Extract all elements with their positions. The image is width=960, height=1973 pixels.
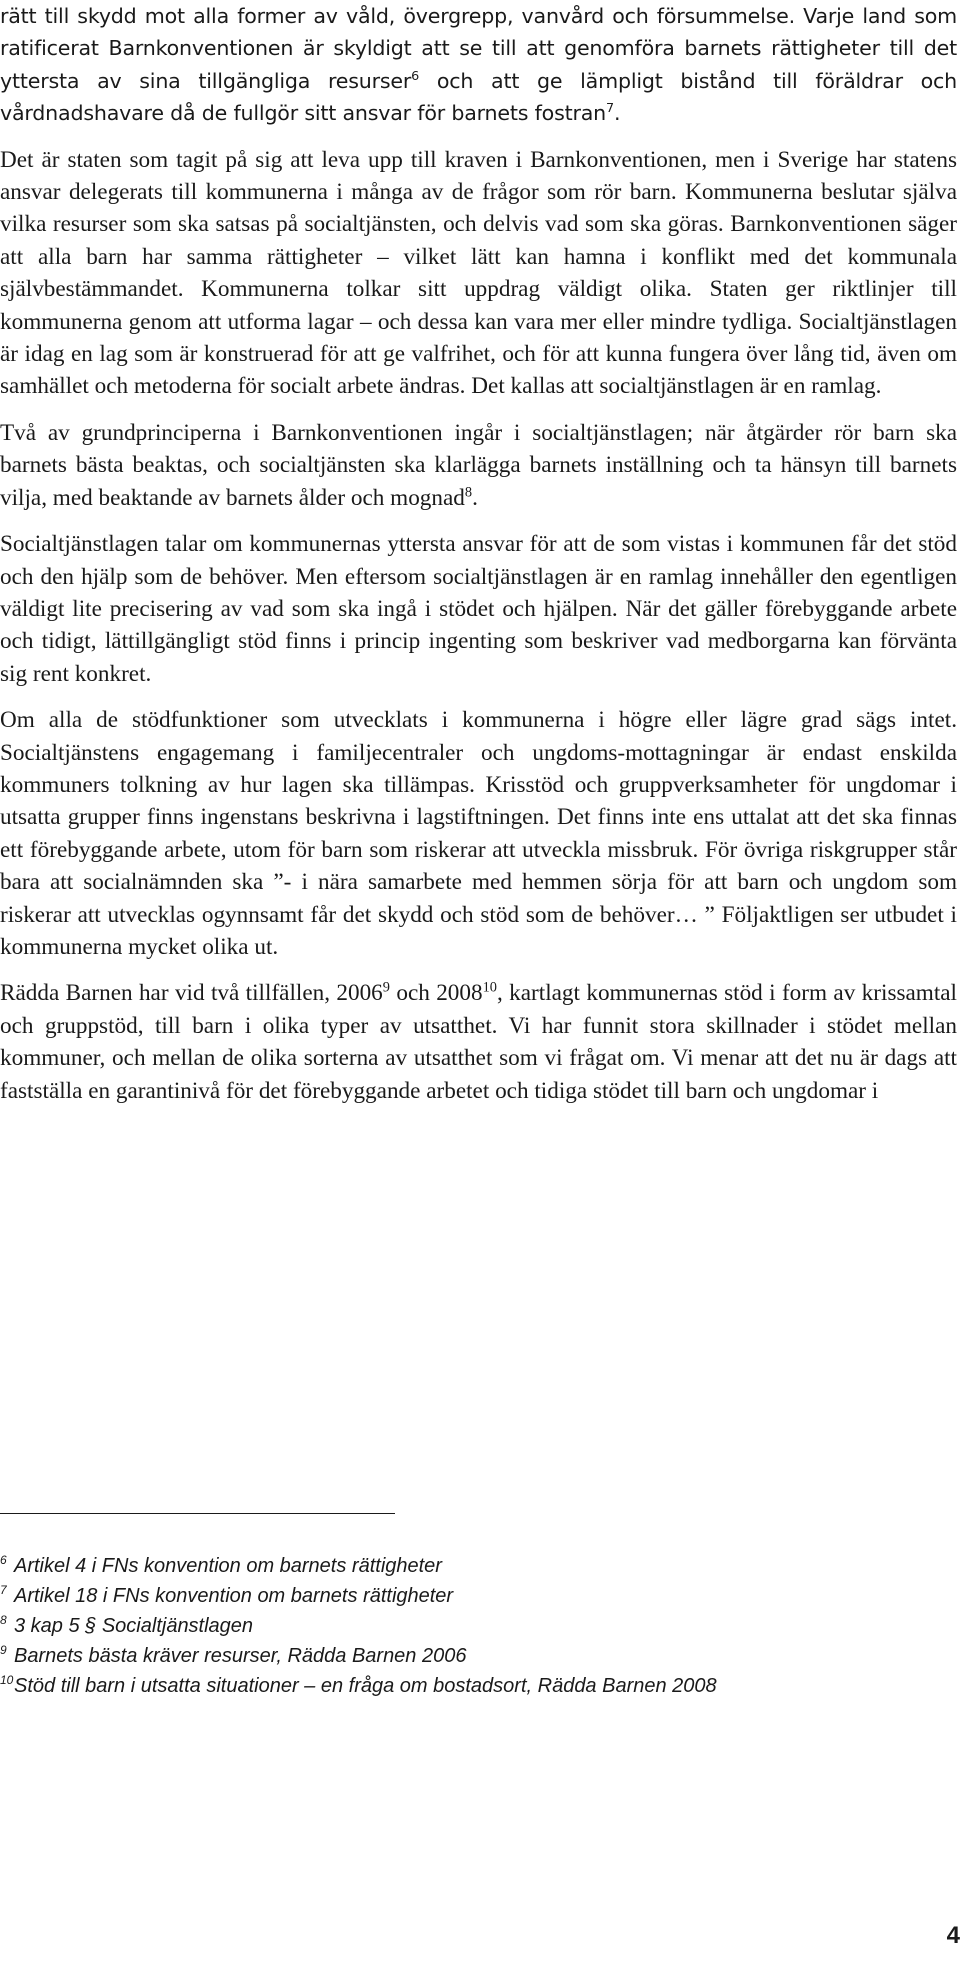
text-segment: .: [472, 484, 478, 511]
footnotes: [0, 1551, 940, 1701]
footnote-text: 3 kap 5 § Socialtjänstlagen: [14, 1615, 254, 1637]
footnote-text: Artikel 4 i FNs konvention om barnets rättigheter: [14, 1555, 442, 1577]
text-segment: och 2008: [389, 980, 483, 1007]
paragraph: [0, 528, 957, 690]
paragraph: [0, 704, 957, 963]
page-number: 4: [946, 1922, 960, 1949]
footnote-text: Artikel 18 i FNs konvention om barnets rättigheter: [14, 1585, 454, 1607]
footnote: 6 Artikel 4 i FNs konvention om barnets rättigheter: [0, 1553, 442, 1577]
footnote-ref: 10: [482, 979, 497, 996]
footnote: 9 Barnets bästa kräver resurser, Rädda Barnen 2006: [0, 1643, 467, 1667]
footnote-separator: [0, 1513, 395, 1514]
text-segment: Det är staten som tagit på sig att leva upp till kraven i Barnkonventionen, men i Sverige har statens ansvar delegerats till kommunerna i många av de frågor som rör barn. Kommunerna beslutar själva vilka resurser som ska satsas på socialtjänsten, och delvis vad som ska göras. Barnkonventionen säger att alla barn har samma rättigheter – vilket lätt kan hamna i konflikt med det kommunala självbestämmandet. Kommunerna tolkar sitt uppdrag väldigt olika. Staten ger riktlinjer till kommunerna genom att utforma lagar – och dessa kan vara mer eller mindre tydliga. Socialtjänstlagen är idag en lag som är konstruerad för att ge valfrihet, och för att kunna fungera över lång tid, även om samhället och metoderna för socialt arbete ändras. Det kallas att socialtjänstlagen är en ramlag.: [0, 146, 957, 400]
footnote-ref: 8: [464, 483, 473, 500]
text-segment: rätt till skydd mot alla former av våld, övergrepp, vanvård och försummelse. Varje land som ratificerat Barnkonventionen är skyldigt att se till att genomföra barnets rättigheter till det yttersta av sina tillgängliga resurser: [0, 4, 957, 93]
text-segment: Socialtjänstlagen talar om kommunernas yttersta ansvar för att de som vistas i kommunen får det stöd och den hjälp som de behöver. Men eftersom socialtjänstlagen är en ramlag innehåller den egentligen väldigt lite precisering av vad som ska ingå i stödet och hjälpen. När det gäller förebyggande arbete och tidigt, lättillgängligt stöd finns i princip ingenting som beskriver vad medborgarna kan förvänta sig rent konkret.: [0, 531, 957, 687]
paragraph: [0, 977, 957, 1107]
text-segment: och att ge lämpligt bistånd till föräldrar och vårdnadshavare då de fullgör sitt ansvar för barnets fostran: [0, 68, 957, 126]
text-segment: Om alla de stödfunktioner som utvecklats i kommunerna i högre eller lägre grad sägs intet. Socialtjänstens engagemang i familjecentraler och ungdoms-mottagningar är endast enskilda kommuners tolkning av hur lagen ska tillämpas. Krisstöd och gruppverksamheter för ungdomar i utsatta grupper finns ingenstans beskrivna i lagstiftningen. Det finns inte ens uttalat att det ska finnas ett förebyggande arbete, utom för barn som riskerar att utveckla missbruk. För övriga riskgrupper står bara att socialnämnden ska ”- i nära samarbete med hemmen sörja för att barn och ungdom som riskerar att utvecklas ogynnsamt får det skydd och stöd som de behöver… ” Följaktligen ser utbudet i kommunerna mycket olika ut.: [0, 707, 957, 960]
footnote: 10Stöd till barn i utsatta situationer – en fråga om bostadsort, Rädda Barnen 2008: [0, 1673, 717, 1697]
footnote-ref: 7: [606, 101, 614, 117]
text-segment: Rädda Barnen har vid två tillfällen, 2006: [0, 980, 383, 1007]
footnote: 8 3 kap 5 § Socialtjänstlagen: [0, 1613, 254, 1637]
footnote-ref: 6: [411, 68, 420, 84]
paragraph: [0, 144, 957, 403]
text-segment: Två av grundprinciperna i Barnkonventionen ingår i socialtjänstlagen; när åtgärder rör barn ska barnets bästa beaktas, och socialtjänsten ska klarlägga barnets inställning och ta hänsyn till barnets vilja, med beaktande av barnets ålder och mognad: [0, 419, 957, 511]
text-segment: , kartlagt kommunernas stöd i form av krissamtal och gruppstöd, till barn i olika typer av utsatthet. Vi har funnit stora skillnader i stödet mellan kommuner, och mellan de olika sorterna av utsatthet som vi frågat om. Vi menar att det nu är dags att fastställa en garantinivå för det förebyggande arbetet och tidiga stödet till barn och ungdomar i: [0, 980, 957, 1104]
footnote: 7 Artikel 18 i FNs konvention om barnets rättigheter: [0, 1583, 454, 1607]
text-segment: .: [613, 101, 621, 126]
footnote-text: Barnets bästa kräver resurser, Rädda Barnen 2006: [14, 1645, 467, 1667]
paragraph: [0, 0, 957, 130]
footnote-text: Stöd till barn i utsatta situationer – en fråga om bostadsort, Rädda Barnen 2008: [14, 1675, 717, 1697]
paragraph: [0, 417, 957, 514]
footnote-ref: 9: [382, 979, 390, 996]
